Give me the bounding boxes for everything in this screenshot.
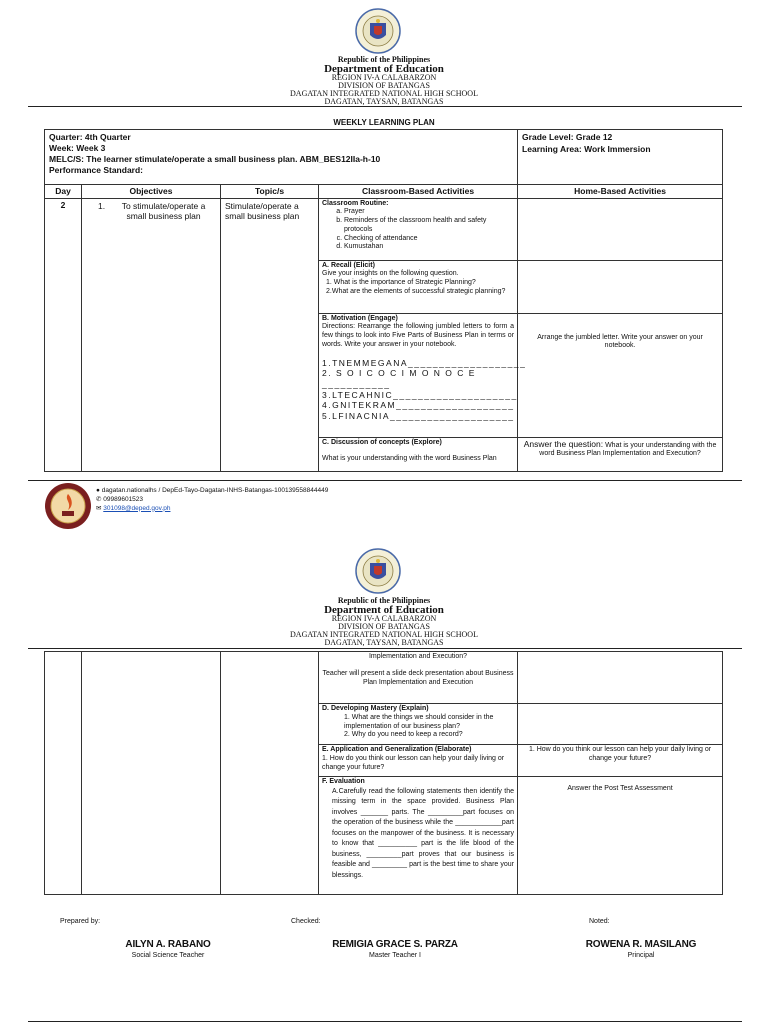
routine-cell: [319, 198, 518, 260]
recall-home-cell: [518, 260, 723, 313]
footer-divider: [28, 480, 742, 481]
discussion-home-text: What is your understanding with the word Business Plan Implementation and Execution?: [539, 441, 717, 458]
facebook-icon: ●: [96, 487, 100, 494]
school-name: DAGATAN INTEGRATED NATIONAL HIGH SCHOOL: [290, 89, 478, 98]
footer-contact: [96, 487, 328, 513]
header-divider: [28, 648, 742, 649]
motivation-title: B. Motivation (Engage): [322, 314, 398, 322]
mastery-cell: [319, 704, 518, 745]
routine-title: Classroom Routine:: [322, 199, 389, 207]
prepared-label: Prepared by:: [60, 918, 101, 925]
melc-text: MELC/S: The learner stimulate/operate a small business plan. ABM_BES12IIa-h-10: [49, 154, 381, 165]
recall-title: A. Recall (Elicit): [322, 261, 375, 269]
school-address: DAGATAN, TAYSAN, BATANGAS: [324, 638, 444, 647]
checked-label: Checked:: [291, 918, 321, 925]
header-divider: [28, 106, 742, 107]
evaluation-home-cell: Answer the Post Test Assessment: [518, 777, 723, 895]
day-cell: [45, 652, 82, 895]
weekly-plan-table: [44, 129, 723, 472]
lesson-info-cell: [45, 130, 518, 185]
day-cell: 2: [45, 198, 82, 471]
jumbled-word-5: 5.LFINACNIA____________________: [322, 410, 515, 421]
deped-seal-logo: [355, 8, 401, 54]
discussion-title: C. Discussion of concepts (Explore): [322, 438, 442, 446]
division-text: DIVISION OF BATANGAS: [338, 622, 430, 631]
department-title: Department of Education: [324, 63, 444, 75]
jumbled-word-4: 4.GNITEKRAM___________________: [322, 400, 515, 411]
application-title: E. Application and Generalization (Elaborate): [322, 746, 472, 753]
mastery-home-cell: [518, 704, 723, 745]
republic-text: Republic of the Philippines: [337, 55, 431, 64]
department-title: Department of Education: [324, 604, 444, 616]
recall-cell: [319, 260, 518, 313]
mastery-title: D. Developing Mastery (Explain): [322, 705, 429, 712]
weekly-plan-table-continued: [44, 651, 723, 895]
learning-area-text: Learning Area: Work Immersion: [522, 143, 651, 154]
objectives-cell: [82, 198, 221, 471]
prepared-name: AILYN A. RABANO: [125, 939, 211, 950]
performance-standard-text: Performance Standard:: [49, 165, 143, 176]
objective-text: To stimulate/operate a small business plan: [121, 200, 206, 222]
evaluation-title: F. Evaluation: [322, 778, 365, 785]
routine-item: d. Kumustahan: [344, 243, 514, 252]
evaluation-cell: [319, 777, 518, 895]
evaluation-text: A.Carefully read the following statements then identify the missing term in the space provided. Business Plan involves _______ parts. The _________part focuses on the operation of the business while the ____________part focuses on the manpower of the business. It is necessary to know that __________ part is the life blood of the business, _________part proves that our business is feasible and _________ part is the best time to share your blessings.: [332, 787, 514, 879]
mastery-question-1: 1. What are the things we should consider in the implementation of our business plan?: [344, 713, 494, 730]
application-home-cell: 1. How do you think our lesson can help your daily living or change your future?: [518, 745, 723, 777]
jumbled-word-3: 3.LTECAHNIC____________________: [322, 389, 518, 400]
noted-name: ROWENA R. MASILANG: [585, 939, 697, 950]
school-logo: [44, 482, 92, 530]
column-header-classroom: Classroom-Based Activities: [319, 185, 518, 199]
motivation-cell: [319, 313, 527, 437]
routine-item: b. Reminders of the classroom health and safety protocols: [344, 217, 514, 235]
email-icon: ✉: [96, 504, 102, 512]
school-address: DAGATAN, TAYSAN, BATANGAS: [324, 97, 444, 106]
objective-number: 1.: [98, 200, 106, 211]
week-text: Week: Week 3: [49, 143, 106, 154]
grade-level-text: Grade Level: Grade 12: [522, 132, 613, 142]
column-header-topics: Topic/s: [221, 185, 319, 199]
checked-title: Master Teacher I: [368, 952, 421, 959]
jumbled-word-1: 1.TNEMMEGANA___________________: [322, 357, 527, 368]
jumbled-word-2: 2. S O I C O C I M O N O C E: [322, 368, 476, 379]
deped-seal-logo: [355, 548, 401, 594]
explore-continued-text: Implementation and Execution?: [368, 653, 468, 660]
quarter-text: Quarter: 4th Quarter: [49, 132, 131, 142]
jumbled-word-2-blank: ___________: [322, 378, 391, 389]
application-cell: [319, 745, 518, 777]
school-name: DAGATAN INTEGRATED NATIONAL HIGH SCHOOL: [290, 630, 478, 639]
column-header-objectives: Objectives: [82, 185, 221, 199]
discussion-cell: [319, 437, 518, 471]
region-text: REGION IV-A CALABARZON: [331, 73, 437, 82]
discussion-home-cell: [518, 437, 723, 471]
discussion-text: What is your understanding with the word Business Plan: [322, 455, 497, 463]
topic-cell: [221, 652, 319, 895]
routine-item: a. Prayer: [344, 208, 514, 217]
recall-question-1: 1. What is the importance of Strategic Planning?: [326, 279, 476, 287]
noted-title: Principal: [627, 952, 655, 959]
page-bottom-divider: [28, 1021, 742, 1022]
discussion-home-lead: Answer the question:: [523, 438, 604, 449]
checked-name: REMIGIA GRACE S. PARZA: [332, 939, 458, 950]
mastery-question-2: 2. Why do you need to keep a record?: [344, 731, 463, 739]
recall-question-2: 2.What are the elements of successful strategic planning?: [326, 287, 506, 295]
recall-intro: Give your insights on the following question.: [322, 270, 459, 278]
phone-icon: ✆: [96, 495, 102, 503]
region-text: REGION IV-A CALABARZON: [331, 614, 437, 623]
document-title: WEEKLY LEARNING PLAN: [333, 118, 435, 127]
objectives-cell: [82, 652, 221, 895]
explore-home-cell: [518, 652, 723, 704]
prepared-title: Social Science Teacher: [131, 952, 205, 959]
explore-teacher-text: Teacher will present a slide deck presentation about Business Plan Implementation and Execution: [322, 669, 514, 686]
facebook-text: dagatan.nationalhs / DepEd-Tayo-Dagatan-INHS-Batangas-100139558844449: [101, 487, 329, 494]
column-header-home: Home-Based Activities: [518, 185, 723, 199]
motivation-directions: Directions: Rearrange the following jumbled letters to form a few things to look into Five Parts of Business Plan in terms or words. Write your answer in your notebook.: [322, 323, 515, 348]
column-header-day: Day: [45, 185, 82, 199]
division-text: DIVISION OF BATANGAS: [338, 81, 430, 90]
republic-text: Republic of the Philippines: [337, 596, 431, 605]
motivation-home-cell: Arrange the jumbled letter. Write your answer on your notebook.: [518, 313, 723, 437]
explore-continued-cell: [319, 652, 518, 704]
noted-label: Noted:: [589, 918, 610, 925]
routine-home-cell: [518, 198, 723, 260]
grade-info-cell: [518, 130, 723, 185]
email-link[interactable]: 301098@deped.gov.ph: [103, 504, 171, 512]
routine-item: c. Checking of attendance: [344, 235, 514, 244]
application-text: 1. How do you think our lesson can help your daily living or change your future?: [322, 754, 505, 771]
phone-text: 09989601523: [103, 495, 144, 503]
topic-cell: Stimulate/operate a small business plan: [221, 198, 319, 471]
